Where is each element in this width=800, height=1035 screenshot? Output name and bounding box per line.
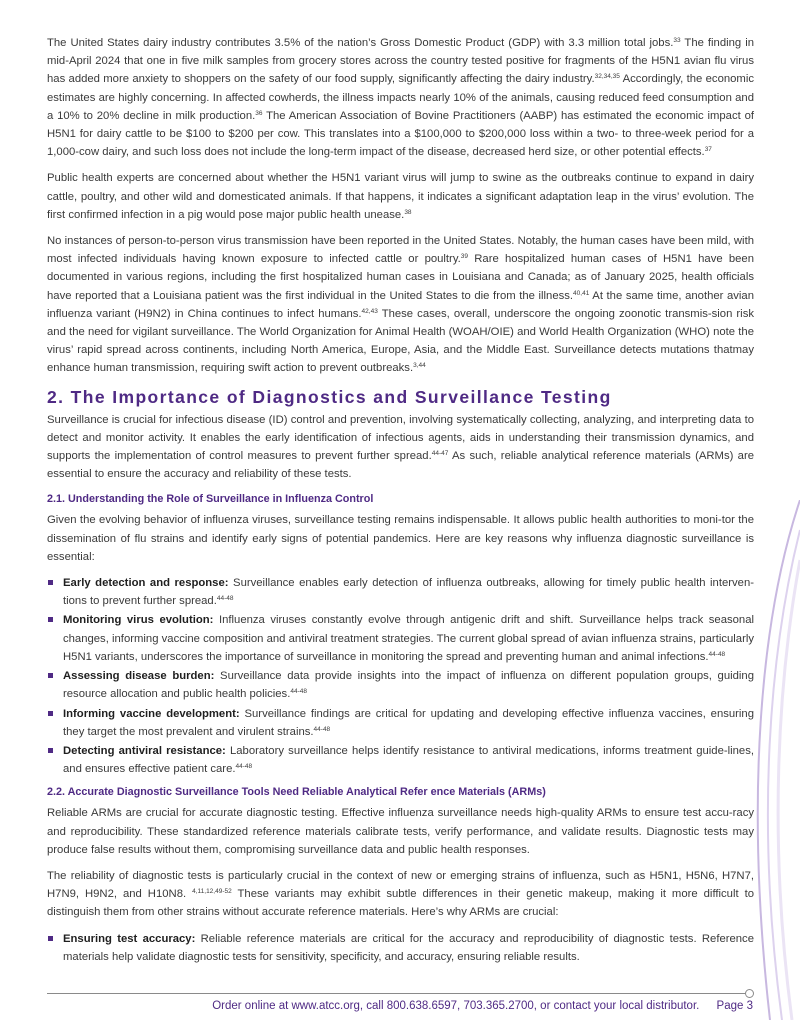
citation: 40,41 xyxy=(573,289,590,297)
circle-icon xyxy=(745,989,754,998)
citation: 32,34,35 xyxy=(594,73,620,81)
citation: 44-48 xyxy=(313,725,331,733)
page-footer xyxy=(212,1000,753,1012)
list-item: Assessing disease burden: Surveillance data provide insights into the impact of influenza on different population groups, guiding resource allocation and public health policies.$^{44-48}$ xyxy=(47,667,754,703)
citation: 38 xyxy=(404,208,412,216)
arms-reasons-list xyxy=(47,930,754,966)
paragraph-swine-concern: Public health experts are concerned about whether the H5N1 variant virus will jump to swine as the outbreaks continue to expand in dairy cattle, poultry, and other wild and domesticated animals. If that happens, it indicates a significant adaptation leap in the virus’ evolution. The first confirmed infection in a pig would pose major public health unease.$^{38}$ xyxy=(47,172,754,221)
citation: 44-48 xyxy=(290,688,307,696)
subsection-heading: 2.2. Accurate Diagnostic Surveillance Tools Need Reliable Analytical Refer ence Materials (ARMs) xyxy=(47,786,546,799)
paragraph-human-cases: No instances of person-to-person virus transmission have been reported in the United States. Notably, the human cases have been mild, with most infected individuals having known exposure to infected cattle or poultry.$^{39}$ Rare hospitalized human cases of H5N1 have been documented in various regions, including the first hospitalized human cases in Louisiana and Canada; as of January 2025, health officials have reported that a Louisiana patient was the first individual in the United States to die from the illness.$^{40,41}$ At the same time, another avian influenza variant (H9N2) in China continues to infect humans.$^{42,43}$ These cases, overall, underscore the ongoing zoonotic transmis-sion risk and the need for vigilant surveillance. The World Organization for Animal Health (WOAH/OIE) and World Health Organization (WHO) note the virus’ rapid spread across continents, including North America, Europe, Asia, and the Middle East. Surveillance detects mutations thatmay enhance human transmission, requiring swift action to prevent outbreaks.$^{3,44}$ xyxy=(47,235,754,375)
emerging-strains-paragraph: The reliability of diagnostic tests is particularly crucial in the context of new or emerging strains of influenza, such as H5N1, H5N6, H7N7, H7N9, H9N2, and H10N8. $^{4,11,12,49-52}$ These variants may exhibit subtle differences in their genetic makeup, making it more difficult to distinguish them from other strains without accurate reference materials. Here’s why ARMs are crucial: xyxy=(47,869,754,919)
bullet-icon xyxy=(48,580,53,585)
bullet-icon xyxy=(48,748,53,753)
document-body xyxy=(47,34,754,972)
citation: 42,43 xyxy=(361,307,378,315)
citation: 44-48 xyxy=(235,763,253,771)
surveillance-reasons-list xyxy=(47,574,754,778)
list-item: Ensuring test accuracy: Reliable reference materials are critical for the accuracy and reproducibility of diagnostic tests. Reference materials help validate diagnostic tests for sensitivity, specificity, and accuracy, ensuring reliable results. xyxy=(47,930,754,966)
list-item: Informing vaccine development: Surveillance findings are critical for updating and developing effective influenza vaccines, ensuring they target the most prevalent and virulent strains.$^{44-48}$ xyxy=(47,705,754,741)
citation: 36 xyxy=(255,109,263,117)
citation: 37 xyxy=(704,146,712,154)
bullet-icon xyxy=(48,936,53,941)
list-item: Detecting antiviral resistance: Laboratory surveillance helps identify resistance to antiviral medications, informs treatment guide-lines, and ensures effective patient care.$^{44-48}$ xyxy=(47,742,754,778)
subsection-heading: 2.1. Understanding the Role of Surveillance in Influenza Control xyxy=(47,493,374,506)
page-number: Page 3 xyxy=(716,1000,753,1012)
citation: 39 xyxy=(460,253,469,261)
section-heading: 2. The Importance of Diagnostics and Surveillance Testing xyxy=(47,386,612,407)
section-intro: Surveillance is crucial for infectious disease (ID) control and prevention, involving systematically collecting, analyzing, and interpreting data to detect and monitor activity. It enables the early identification of infectious agents, aids in understanding their transmission dynamics, and supports the implementation of control measures to prevent further spread.$^{44-47}$ As such, reliable analytical reference materials (ARMs) are essential to ensure the accuracy and reliability of these tests. xyxy=(47,413,754,481)
bullet-icon xyxy=(48,673,53,678)
bullet-icon xyxy=(48,617,53,622)
list-item: Monitoring virus evolution: Influenza viruses constantly evolve through antigenic drift and shift. Surveillance helps track seasonal changes, informing vaccine composition and antiviral treatment strategies. The current global spread of avian influenza strains, particularly H5N1 variants, underscores the importance of surveillance in monitoring the spread and preventing human and animal infections.$^{44-48}$ xyxy=(47,611,754,666)
citation: 33 xyxy=(673,37,681,44)
bullet-icon xyxy=(48,711,53,716)
citation: 3,44 xyxy=(413,362,426,370)
citation: 44-48 xyxy=(216,595,234,603)
citation: 4,11,12,49-52 xyxy=(192,888,232,896)
arms-paragraph: Reliable ARMs are crucial for accurate diagnostic testing. Effective influenza surveillance needs high-quality ARMs to ensure test accu-racy and reproducibility. These standardized reference materials calibrate tests, verify performance, and validate results. Diagnostic tests may produce false results without them, compromising surveillance data and public health responses. xyxy=(47,807,754,856)
citation: 44-48 xyxy=(708,650,726,658)
list-item: Early detection and response: Surveillance enables early detection of influenza outbreaks, allowing for timely public health interven-tions to prevent further spread.$^{44-48}$ xyxy=(47,574,754,610)
subsection-intro: Given the evolving behavior of influenza viruses, surveillance testing remains indispensable. It allows public health authorities to moni-tor the dissemination of flu strains and identify early signs of potential pandemics. Here are key reasons why influenza diagnostic surveillance is essential: xyxy=(47,514,754,563)
paragraph-dairy-impact: The United States dairy industry contributes 3.5% of the nation’s Gross Domestic Product (GDP) with 3.3 million total jobs.$^{33}$ The finding in mid-April 2024 that one in five milk samples from grocery stores across the country tested positive for fragments of the H5N1 avian flu virus has added more anxiety to shoppers on the safety of our food supply, significantly affecting the dairy industry.$^{32,34,35}$ Accordingly, the economic estimates are highly concerning. In affected cowherds, the illness impacts nearly 10% of the animals, causing reduced feed consumption and a 10% to 20% decline in milk production.$^{36}$ The American Association of Bovine Practitioners (AABP) has estimated the economic impact of H5N1 for dairy cattle to be $100 to $200 per cow. This translates into a $100,000 to $200,000 loss within a two- to three-week period for a 1,000-cow dairy, and such loss does not include the long-term impact of the disease, decreased herd size, or other potential effects.$^{37}$ xyxy=(47,37,754,159)
footer-contact: Order online at www.atcc.org, call 800.638.6597, 703.365.2700, or contact your local distributor. xyxy=(212,1000,700,1012)
footer-divider xyxy=(47,993,747,994)
citation: 44-47 xyxy=(431,450,449,458)
